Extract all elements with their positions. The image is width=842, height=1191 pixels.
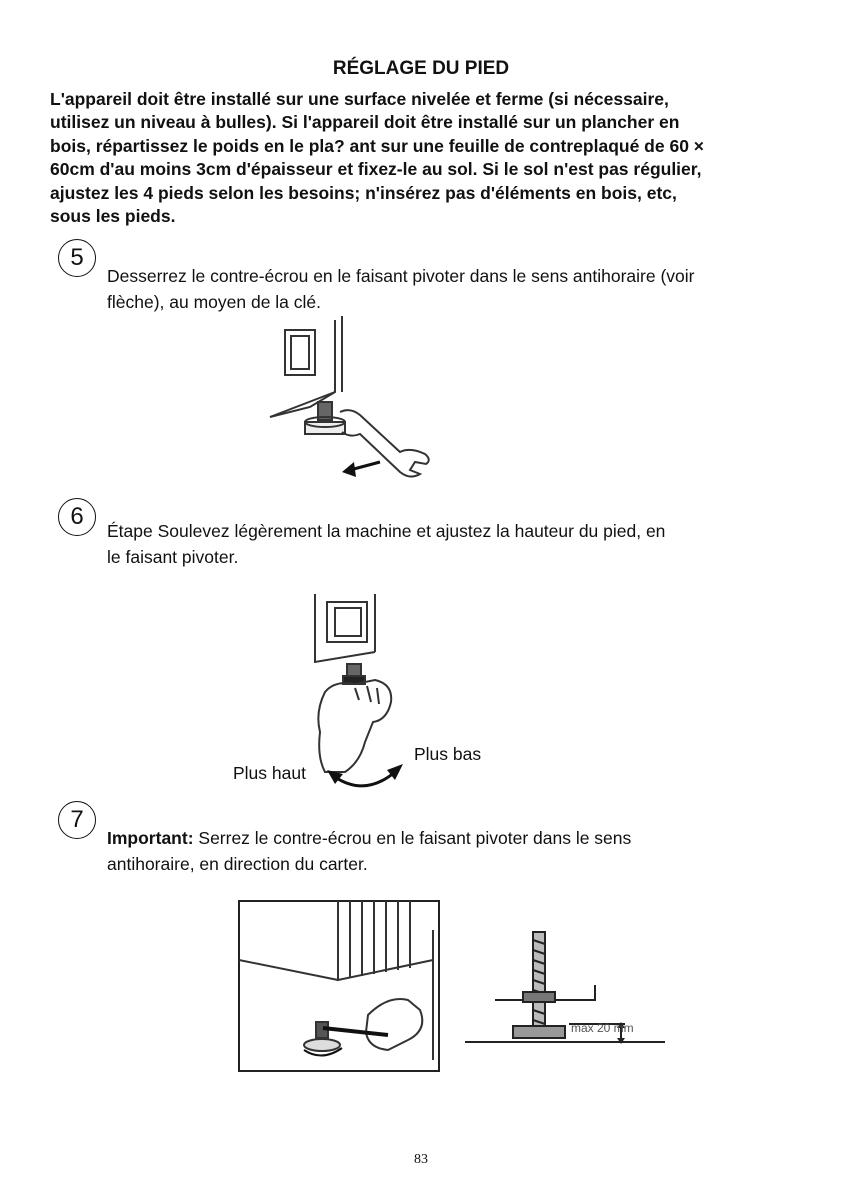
intro-line: 60cm d'au moins 3cm d'épaisseur et fixez-le au sol. Si le sol n'est pas régulier,	[50, 159, 702, 180]
label-plus-bas: Plus bas	[414, 744, 482, 764]
step-5-number-badge: 5	[58, 239, 96, 277]
step-7-important-label: Important:	[107, 828, 194, 848]
page-number: 83	[414, 1152, 428, 1167]
intro-line: L'appareil doit être installé sur une surface nivelée et ferme (si nécessaire,	[50, 89, 669, 109]
step-6-line: le faisant pivoter.	[107, 547, 239, 567]
step-6-text	[107, 518, 665, 570]
step-7-tighten-illustration	[238, 900, 440, 1072]
label-plus-haut: Plus haut	[233, 763, 306, 783]
step-6-line: Étape Soulevez légèrement la machine et ajustez la hauteur du pied, en	[107, 521, 666, 541]
step-7-text	[107, 825, 631, 877]
step-7-number-badge: 7	[58, 801, 96, 839]
intro-line: utilisez un niveau à bulles). Si l'appareil doit être installé sur un plancher en	[50, 112, 680, 133]
step-6-number-badge: 6	[58, 498, 96, 536]
step-7-line: antihoraire, en direction du carter.	[107, 854, 368, 874]
step-5-wrench-illustration	[250, 312, 450, 492]
intro-line: bois, répartissez le poids en le pla? ant sur une feuille de contreplaqué de 60 ×	[50, 135, 705, 156]
step-5-text	[107, 263, 695, 315]
step-5-line: flèche), au moyen de la clé.	[107, 292, 322, 312]
intro-paragraph	[50, 88, 780, 228]
dimension-label: max 20 mm	[571, 1021, 634, 1035]
intro-line: sous les pieds.	[50, 206, 176, 227]
step-5-line: Desserrez le contre-écrou en le faisant pivoter dans le sens antihoraire (voir	[107, 266, 695, 286]
step-7-line	[107, 825, 631, 851]
intro-line: ajustez les 4 pieds selon les besoins; n'insérez pas d'éléments en bois, etc,	[50, 182, 677, 203]
page-title: RÉGLAGE DU PIED	[332, 58, 510, 79]
step-7-dimension-diagram	[465, 900, 665, 1072]
step-7-line-rest: Serrez le contre-écrou en le faisant pivoter dans le sens	[193, 828, 632, 848]
